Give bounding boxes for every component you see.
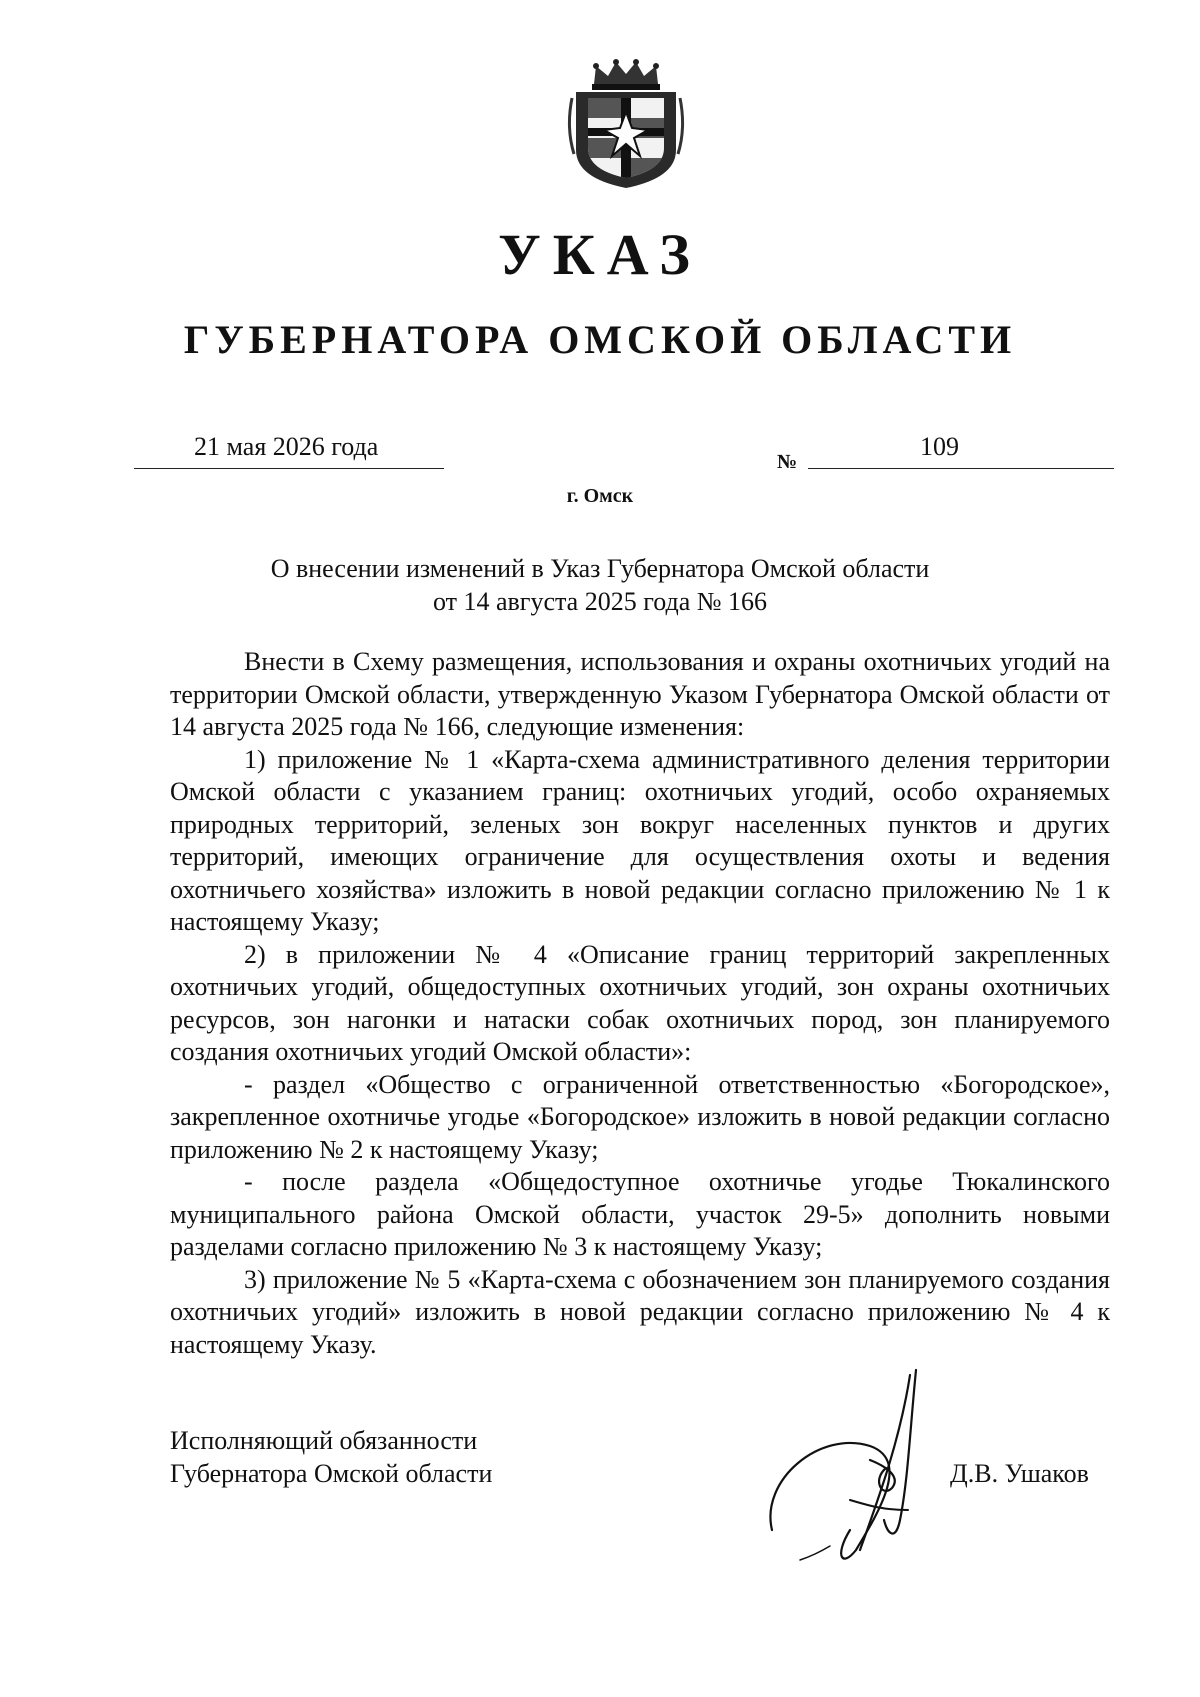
signatory-name: Д.В. Ушаков — [950, 1459, 1089, 1488]
heading-line: О внесении изменений в Указ Губернатора Омской области — [270, 554, 930, 583]
heading-line: от 14 августа 2025 года № 166 — [432, 587, 768, 616]
body-paragraph: Внести в Схему размещения, использования и охраны охотничьих угодий на территории Омской области, утвержденную Указом Губернатора Омской области от 14 августа 2025 года № 166, следующие изменения: — [170, 647, 1110, 741]
document-title: УКАЗ — [498, 222, 702, 287]
body-paragraph: - раздел «Общество с ограниченной ответственностью «Богородское», закрепленное охотничье угодье «Богородское» изложить в новой редакции согласно приложению № 2 к настоящему Указу; — [170, 1069, 1110, 1164]
signatory-title — [170, 1424, 492, 1490]
signatory-title-line: Губернатора Омской области — [170, 1459, 493, 1488]
city: г. Омск — [566, 485, 634, 507]
body-paragraph: 1) приложение № 1 «Карта-схема административного деления территории Омской области с указанием границ: охотничьих угодий, особо охраняемых природных территорий, зеленых зон вокруг населенных пунктов и других территорий, имеющих ограничение для осуществления охоты и ведения охотничьего хозяйства» изложить в новой редакции согласно приложению № 1 к настоящему Указу; — [170, 744, 1110, 936]
body-paragraph: 3) приложение № 5 «Карта-схема с обозначением зон планируемого создания охотничьих угодий» изложить в новой редакции согласно приложению № 4 к настоящему Указу. — [170, 1264, 1110, 1359]
document-heading — [150, 552, 1050, 618]
number-label: № — [777, 451, 798, 473]
document-body — [170, 646, 1110, 1361]
document-issuer: ГУБЕРНАТОРА ОМСКОЙ ОБЛАСТИ — [183, 317, 1017, 362]
coat-of-arms-emblem — [566, 58, 686, 190]
document-number: 109 — [920, 432, 959, 461]
document-date: 21 мая 2026 года — [194, 432, 379, 461]
date-field — [134, 432, 444, 469]
body-paragraph: 2) в приложении № 4 «Описание границ территорий закрепленных охотничьих угодий, общедоступных охотничьих угодий, зон охраны охотничьих ресурсов, зон нагонки и натаски собак охотничьих пород, зон планируемого создания охотничьих угодий Омской области»: — [170, 939, 1110, 1066]
signatory-title-line: Исполняющий обязанности — [170, 1426, 478, 1455]
number-field — [808, 432, 1114, 469]
body-paragraph: - после раздела «Общедоступное охотничье угодье Тюкалинского муниципального района Омской области, участок 29-5» дополнить новыми разделами согласно приложению № 3 к настоящему Указу; — [170, 1167, 1110, 1261]
